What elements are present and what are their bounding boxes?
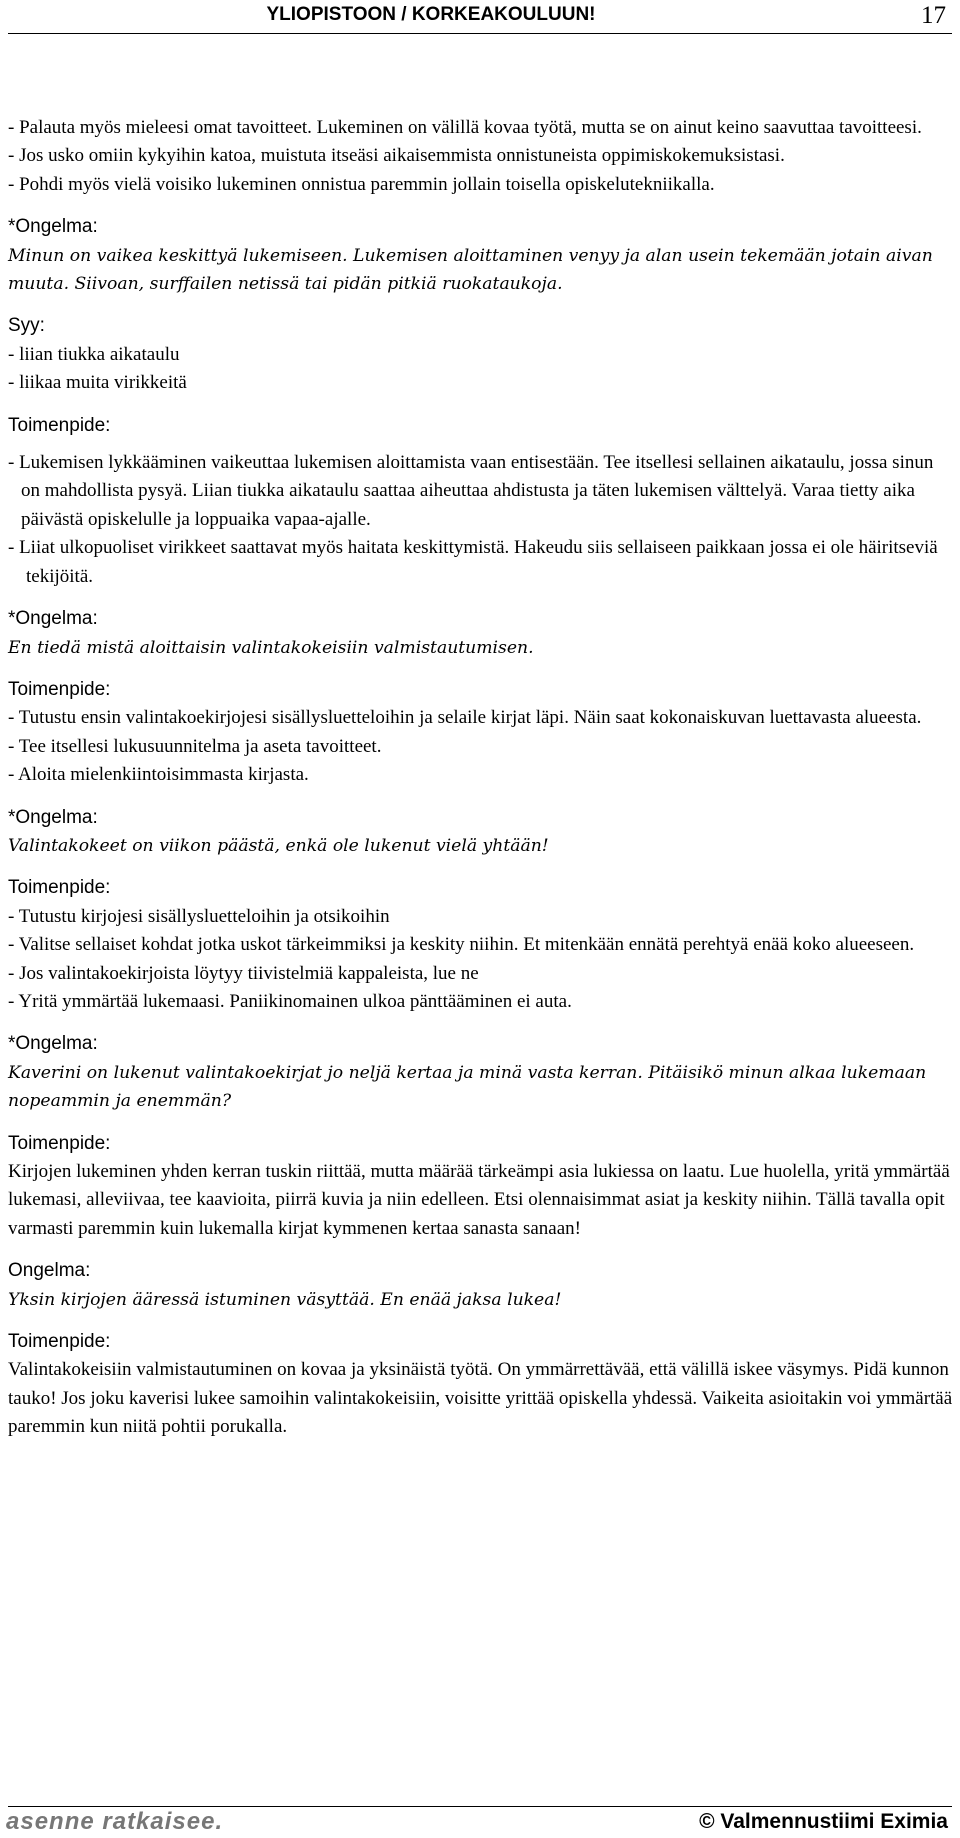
cause-item: - liian tiukka aikataulu bbox=[8, 343, 180, 365]
action-item: - Liiat ulkopuoliset virikkeet saattavat myös haitata keskittymistä. Hakeudu siis sellaiseen paikkaan jossa ei ole häiritseviä tekijöitä. bbox=[8, 537, 938, 587]
problem-text: Valintakokeet on viikon päästä, enkä ole lukenut vielä yhtään! bbox=[8, 835, 549, 856]
action-text: Valintakokeisiin valmistautuminen on kovaa ja yksinäistä työtä. On ymmärrettävää, että välillä iskee väsymys. Pidä kunnon tauko! Jos joku kaverisi lukee samoihin valintakokeisiin, voisitte yrittää opiskella yhdessä. Vaikeita asioitakin voi ymmärtää paremmin kun niitä pohtii porukalla. bbox=[8, 1359, 953, 1438]
action-heading: Toimenpide: bbox=[8, 678, 111, 700]
problem-text: Kaverini on lukenut valintakoekirjat jo neljä kertaa ja minä vasta kerran. Pitäisikö minun alkaa lukemaan nopeammin ja enemmän? bbox=[8, 1062, 927, 1112]
problem-section-3 bbox=[8, 804, 953, 1017]
action-text: Kirjojen lukeminen yhden kerran tuskin riittää, mutta määrää tärkeämpi asia lukiessa on laatu. Lue huolella, yritä ymmärtää lukemasi, alleviivaa, tee kaavioita, piirrä kuvia ja niin edelleen. Etsi olennaisimmat asiat ja keskity niihin. Tällä tavalla opit varmasti paremmin kuin lukemalla kirjat kymmenen kertaa sanasta sanaan! bbox=[8, 1161, 950, 1239]
action-item: - Yritä ymmärtää lukemaasi. Paniikinomainen ulkoa pänttääminen ei auta. bbox=[8, 990, 572, 1012]
intro-item: - Jos usko omiin kykyihin katoa, muistuta itseäsi aikaisemmista onnistuneista oppimiskokemuksistasi. bbox=[8, 145, 785, 167]
action-item: - Lukemisen lykkääminen vaikeuttaa lukemisen aloittamista vaan entisestään. Tee itsellesi sellainen aikataulu, jossa sinun on mahdollista pysyä. Liian tiukka aikataulu saattaa aiheuttaa ahdistusta ja täten lukemisen välttelyä. Varaa tietty aika päivästä opiskelulle ja loppuaika vapaa-ajalle. bbox=[8, 452, 934, 530]
action-heading: Toimenpide: bbox=[8, 414, 111, 436]
footer-rule bbox=[8, 1806, 952, 1807]
problem-heading: *Ongelma: bbox=[8, 216, 98, 238]
brand-logo: asenne ratkaisee. bbox=[6, 1808, 224, 1835]
action-item: - Jos valintakoekirjoista löytyy tiivistelmiä kappaleista, lue ne bbox=[8, 962, 479, 984]
problem-text: Minun on vaikea keskittyä lukemiseen. Lukemisen aloittaminen venyy ja alan usein tekemään jotain aivan muuta. Siivoan, surffailen netissä tai pidän pitkiä ruokataukoja. bbox=[8, 245, 933, 295]
action-heading: Toimenpide: bbox=[8, 1331, 111, 1353]
problem-section-2 bbox=[8, 605, 953, 789]
problem-heading: *Ongelma: bbox=[8, 806, 98, 828]
page-number: 17 bbox=[921, 2, 946, 29]
action-item: - Tutustu ensin valintakoekirjojesi sisällysluetteloihin ja selaile kirjat läpi. Näin saat kokonaiskuvan luettavasta alueesta. bbox=[8, 707, 922, 729]
problem-heading: *Ongelma: bbox=[8, 608, 98, 630]
copyright-notice: © Valmennustiimi Eximia bbox=[699, 1810, 948, 1833]
problem-section-4 bbox=[8, 1030, 953, 1243]
problem-text: Yksin kirjojen ääressä istuminen väsyttää. En enää jaksa lukea! bbox=[8, 1289, 562, 1310]
cause-item: - liikaa muita virikkeitä bbox=[8, 372, 187, 394]
page-header bbox=[0, 0, 960, 34]
problem-heading: *Ongelma: bbox=[8, 1033, 98, 1055]
action-item: - Aloita mielenkiintoisimmasta kirjasta. bbox=[8, 764, 309, 786]
problem-section-5 bbox=[8, 1257, 953, 1441]
intro-item: - Pohdi myös vielä voisiko lukeminen onnistua paremmin jollain toisella opiskelutekniikalla. bbox=[8, 173, 715, 195]
header-title: YLIOPISTOON / KORKEAKOULUUN! bbox=[266, 4, 596, 25]
intro-section bbox=[8, 114, 953, 199]
action-heading: Toimenpide: bbox=[8, 877, 111, 899]
action-item: - Tutustu kirjojesi sisällysluetteloihin ja otsikoihin bbox=[8, 905, 390, 927]
problem-section-1 bbox=[8, 213, 953, 591]
header-rule bbox=[8, 33, 952, 34]
problem-heading: Ongelma: bbox=[8, 1260, 91, 1282]
action-item: - Tee itsellesi lukusuunnitelma ja aseta tavoitteet. bbox=[8, 735, 382, 757]
problem-text: En tiedä mistä aloittaisin valintakokeisiin valmistautumisen. bbox=[8, 637, 534, 658]
page-content bbox=[8, 114, 953, 1442]
page-footer bbox=[0, 1798, 960, 1838]
action-item: - Valitse sellaiset kohdat jotka uskot tärkeimmiksi ja keskity niihin. Et mitenkään ennätä perehtyä enää koko alueeseen. bbox=[8, 934, 915, 956]
cause-heading: Syy: bbox=[8, 315, 45, 337]
intro-item: - Palauta myös mieleesi omat tavoitteet. Lukeminen on välillä kovaa työtä, mutta se on ainut keino saavuttaa tavoitteesi. bbox=[8, 117, 922, 138]
action-heading: Toimenpide: bbox=[8, 1132, 111, 1154]
